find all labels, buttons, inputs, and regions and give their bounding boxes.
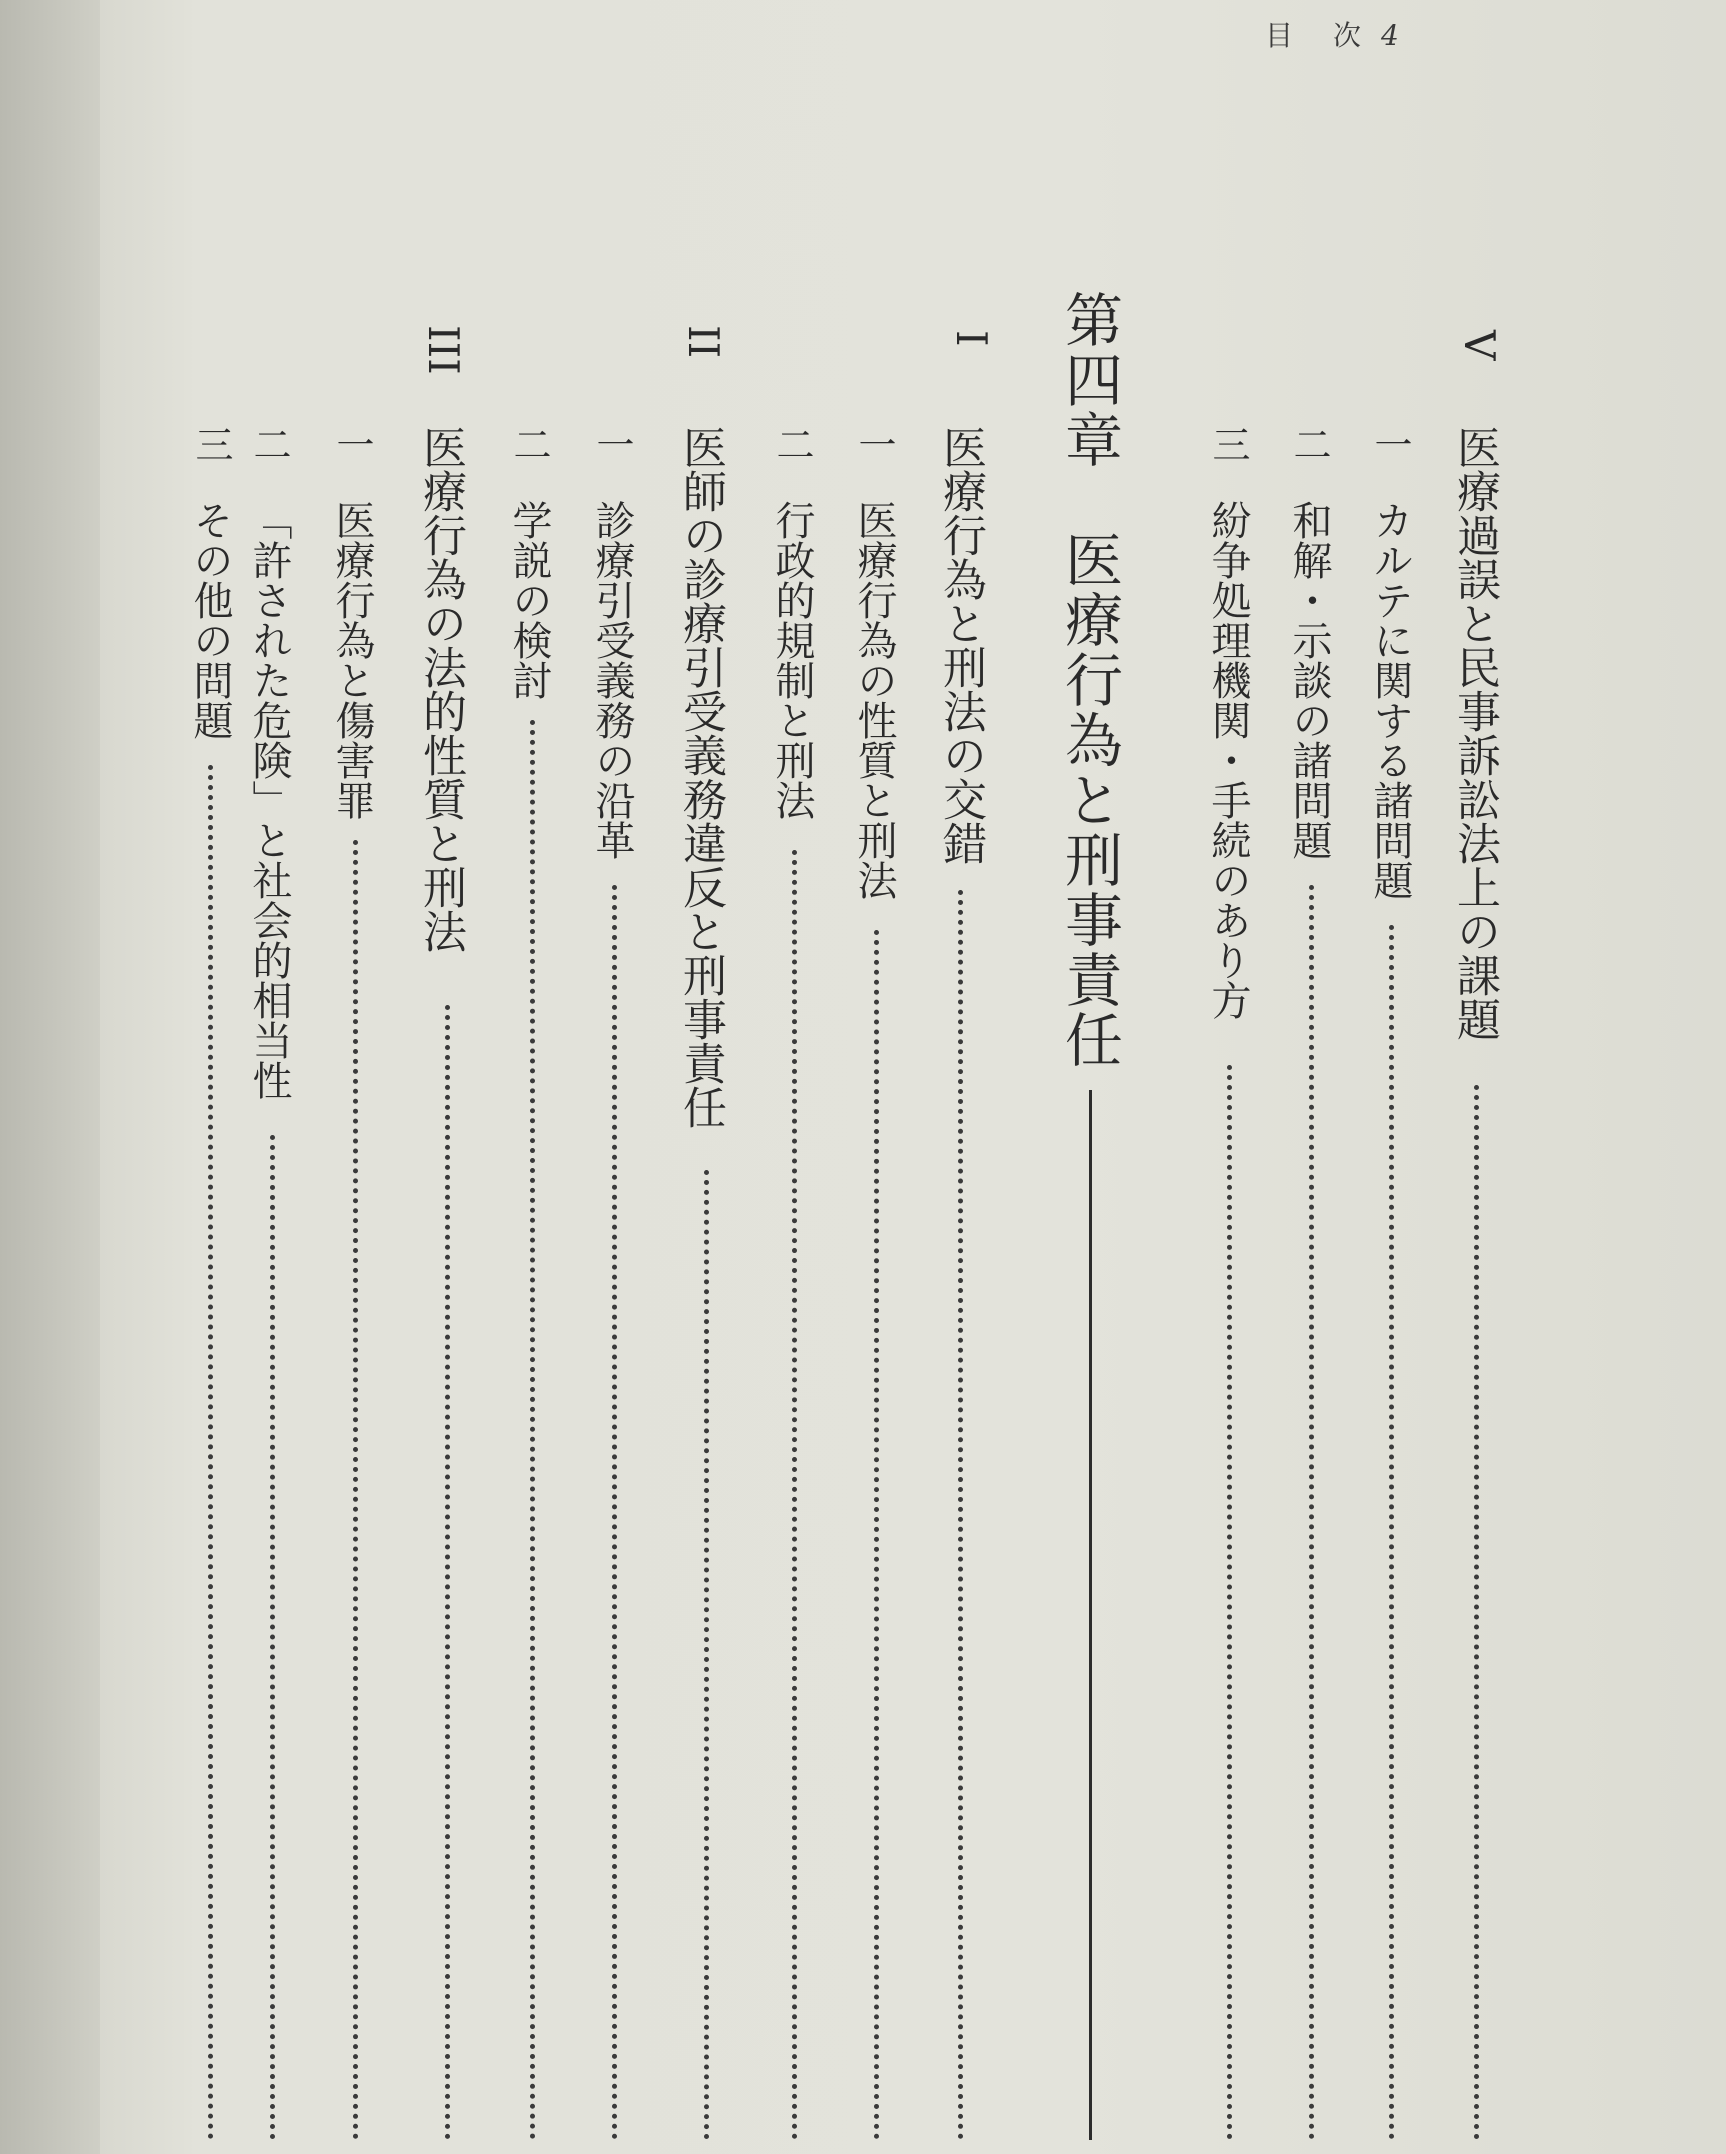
- leader-dots: [1389, 925, 1394, 2140]
- toc-entry-iii-3: その他の問題: [187, 500, 233, 740]
- toc-entry-v-2: 和解・示談の諸問題: [1286, 500, 1332, 860]
- item-number: 二: [507, 425, 551, 463]
- item-number: 二: [247, 425, 291, 463]
- page-gutter: [0, 0, 100, 2154]
- leader-dots: [1227, 1065, 1232, 2140]
- section-title-iii: 医療行為の法的性質と刑法: [415, 425, 466, 953]
- section-title-i: 医療行為と刑法の交錯: [935, 425, 986, 865]
- toc-entry-v-1: カルテに関する諸問題: [1367, 500, 1413, 900]
- item-number: 一: [590, 425, 634, 463]
- toc-entry-i-2: 行政的規制と刑法: [769, 500, 815, 820]
- item-number: 一: [852, 425, 896, 463]
- item-number: 二: [1287, 425, 1331, 463]
- leader-dots: [353, 840, 358, 2140]
- toc-entry-iii-1: 医療行為と傷害罪: [329, 500, 375, 820]
- leader-dots: [1474, 1085, 1479, 2140]
- item-number: 三: [1206, 425, 1250, 463]
- toc-entry-i-1: 医療行為の性質と刑法: [851, 500, 897, 900]
- section-label-v: V: [1455, 330, 1504, 361]
- toc-entry-v-3: 紛争処理機関・手続のあり方: [1205, 500, 1251, 1020]
- running-head: [1265, 14, 1405, 54]
- page-number: 4: [1381, 19, 1405, 52]
- leader-dots: [1309, 885, 1314, 2140]
- running-head-title: 目 次: [1265, 19, 1368, 52]
- section-title-ii: 医師の診療引受義務違反と刑事責任: [675, 425, 726, 1129]
- chapter-title: 第四章 医療行為と刑事責任: [1055, 290, 1123, 1070]
- leader-dots: [530, 720, 535, 2140]
- leader-dots: [270, 1135, 275, 2140]
- section-label-iii: III: [419, 325, 468, 375]
- leader-dots: [958, 890, 963, 2140]
- toc-entry-ii-2: 学説の検討: [506, 500, 552, 700]
- leader-dots: [208, 765, 213, 2140]
- item-number: 二: [770, 425, 814, 463]
- section-title-v: 医療過誤と民事訴訟法上の課題: [1449, 425, 1500, 1041]
- item-number: 一: [1368, 425, 1412, 463]
- item-number: 三: [189, 425, 233, 463]
- item-number: 一: [330, 425, 374, 463]
- toc-entry-ii-1: 診療引受義務の沿革: [589, 500, 635, 860]
- leader-dots: [704, 1170, 709, 2140]
- toc-entry-iii-2: 「許された危険」と社会的相当性: [246, 500, 292, 1100]
- section-label-ii: II: [679, 325, 728, 359]
- leader-dots: [874, 930, 879, 2140]
- leader-dots: [612, 885, 617, 2140]
- section-label-i: I: [947, 330, 996, 347]
- toc-page: [100, 0, 1726, 2154]
- chapter-rule: [1089, 1090, 1092, 2140]
- leader-dots: [445, 1005, 450, 2140]
- leader-dots: [792, 850, 797, 2140]
